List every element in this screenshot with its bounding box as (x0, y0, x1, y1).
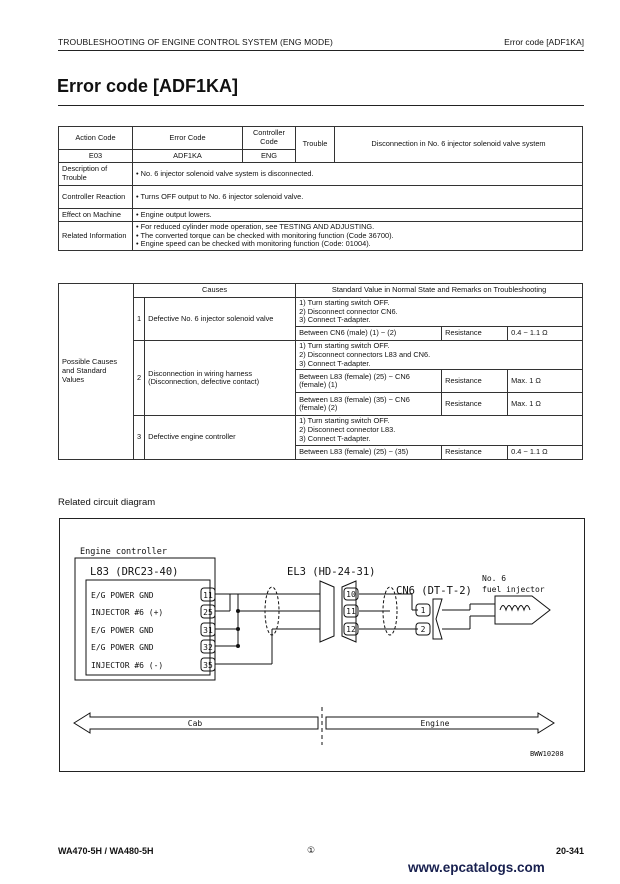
l83-pin-number: 35 (203, 661, 213, 670)
el3-pin-number: 12 (346, 625, 356, 634)
engine-label: Engine (420, 719, 450, 728)
signal-label: E/G POWER GND (91, 591, 154, 600)
col-controller-code: Controller Code (243, 127, 296, 150)
procedure-steps: 1) Turn starting switch OFF. 2) Disconnect connector L83. 3) Connect T-adapter. (296, 416, 583, 445)
l83-pin-number: 11 (203, 591, 213, 600)
trouble-label: Trouble (296, 127, 335, 163)
page-header-left: TROUBLESHOOTING OF ENGINE CONTROL SYSTEM (ENG MODE) (58, 37, 333, 47)
watermark: www.epcatalogs.com (408, 860, 545, 875)
cn6-connector (433, 599, 442, 639)
signal-label: E/G POWER GND (91, 626, 154, 635)
el3-connector (320, 581, 334, 642)
l83-pin-number: 31 (203, 626, 213, 635)
check-between: Between L83 (female) (25) ~ CN6 (female) (1) (296, 370, 442, 393)
cause-text: Defective engine controller (145, 416, 296, 459)
l83-pin-number: 25 (203, 608, 213, 617)
section-title: Related circuit diagram (58, 497, 156, 508)
el3-label: EL3 (HD-24-31) (287, 566, 376, 578)
footer-model: WA470-5H / WA480-5H (58, 846, 154, 856)
check-value: Max. 1 Ω (508, 393, 583, 416)
signal-label: INJECTOR #6 (+) (91, 608, 164, 617)
cause-text: Disconnection in wiring harness (Disconnection, defective contact) (145, 341, 296, 416)
col-error-code: Error Code (133, 127, 243, 150)
reaction-text: • Turns OFF output to No. 6 injector solenoid valve. (133, 186, 583, 209)
procedure-steps: 1) Turn starting switch OFF. 2) Disconnect connectors L83 and CN6. 3) Connect T-adapter. (296, 341, 583, 370)
controller-label: Engine controller (80, 547, 167, 557)
check-value: 0.4 ~ 1.1 Ω (508, 327, 583, 341)
title-rule (58, 105, 584, 106)
diagram-code: BWW10208 (530, 750, 564, 758)
footer-mark: ① (307, 845, 316, 855)
related-info-text: • For reduced cylinder mode operation, see TESTING AND ADJUSTING. • The converted torque can be checked with monitoring function (Code 36700). • Engine speed can be checked with monitoring function (Code: 01004). (133, 222, 583, 251)
effect-label: Effect on Machine (59, 209, 133, 222)
description-label: Description of Trouble (59, 163, 133, 186)
cn6-pin-number: 2 (420, 625, 426, 634)
check-item: Resistance (442, 370, 508, 393)
signal-label: INJECTOR #6 (-) (91, 661, 164, 670)
check-item: Resistance (442, 393, 508, 416)
page-header-right: Error code [ADF1KA] (504, 37, 584, 47)
cab-label: Cab (187, 719, 203, 728)
check-between: Between CN6 (male) (1) ~ (2) (296, 327, 442, 341)
cause-number: 3 (134, 416, 145, 459)
reaction-label: Controller Reaction (59, 186, 133, 209)
injector-label: No. 6 (482, 574, 507, 583)
el3-pin-number: 11 (346, 607, 356, 616)
signal-label: E/G POWER GND (91, 643, 154, 652)
circuit-diagram (59, 518, 585, 772)
cause-text: Defective No. 6 injector solenoid valve (145, 298, 296, 341)
cn6-label: CN6 (DT-T-2) (396, 585, 472, 597)
fuel-injector-icon (495, 596, 550, 624)
check-item: Resistance (442, 327, 508, 341)
effect-text: • Engine output lowers. (133, 209, 583, 222)
possible-causes-table (58, 283, 583, 460)
check-between: Between L83 (female) (35) ~ CN6 (female) (2) (296, 393, 442, 416)
l83-pin-number: 32 (203, 643, 213, 652)
procedure-steps: 1) Turn starting switch OFF. 2) Disconnect connector CN6. 3) Connect T-adapter. (296, 298, 583, 327)
injector-label: fuel injector (482, 585, 545, 594)
col-action-code: Action Code (59, 127, 133, 150)
controller-code-value: ENG (243, 150, 296, 163)
el3-pin-number: 10 (346, 590, 356, 599)
possible-causes-label: Possible Causes and Standard Values (59, 284, 134, 460)
header-rule (58, 50, 584, 51)
related-info-label: Related Information (59, 222, 133, 251)
cause-number: 1 (134, 298, 145, 341)
action-code-value: E03 (59, 150, 133, 163)
solenoid-coil-icon (500, 606, 530, 611)
trouble-text: Disconnection in No. 6 injector solenoid valve system (335, 127, 583, 163)
description-text: • No. 6 injector solenoid valve system is disconnected. (133, 163, 583, 186)
error-summary-table (58, 126, 583, 251)
cn6-pin-number: 1 (420, 606, 426, 615)
check-between: Between L83 (female) (25) ~ (35) (296, 445, 442, 459)
standard-value-header: Standard Value in Normal State and Remarks on Troubleshooting (296, 284, 583, 298)
check-value: 0.4 ~ 1.1 Ω (508, 445, 583, 459)
check-item: Resistance (442, 445, 508, 459)
cause-number: 2 (134, 341, 145, 416)
l83-label: L83 (DRC23-40) (90, 566, 179, 578)
page-title: Error code [ADF1KA] (57, 76, 239, 96)
causes-header: Causes (134, 284, 296, 298)
error-code-value: ADF1KA (133, 150, 243, 163)
footer-page-number: 20-341 (555, 846, 584, 856)
check-value: Max. 1 Ω (508, 370, 583, 393)
